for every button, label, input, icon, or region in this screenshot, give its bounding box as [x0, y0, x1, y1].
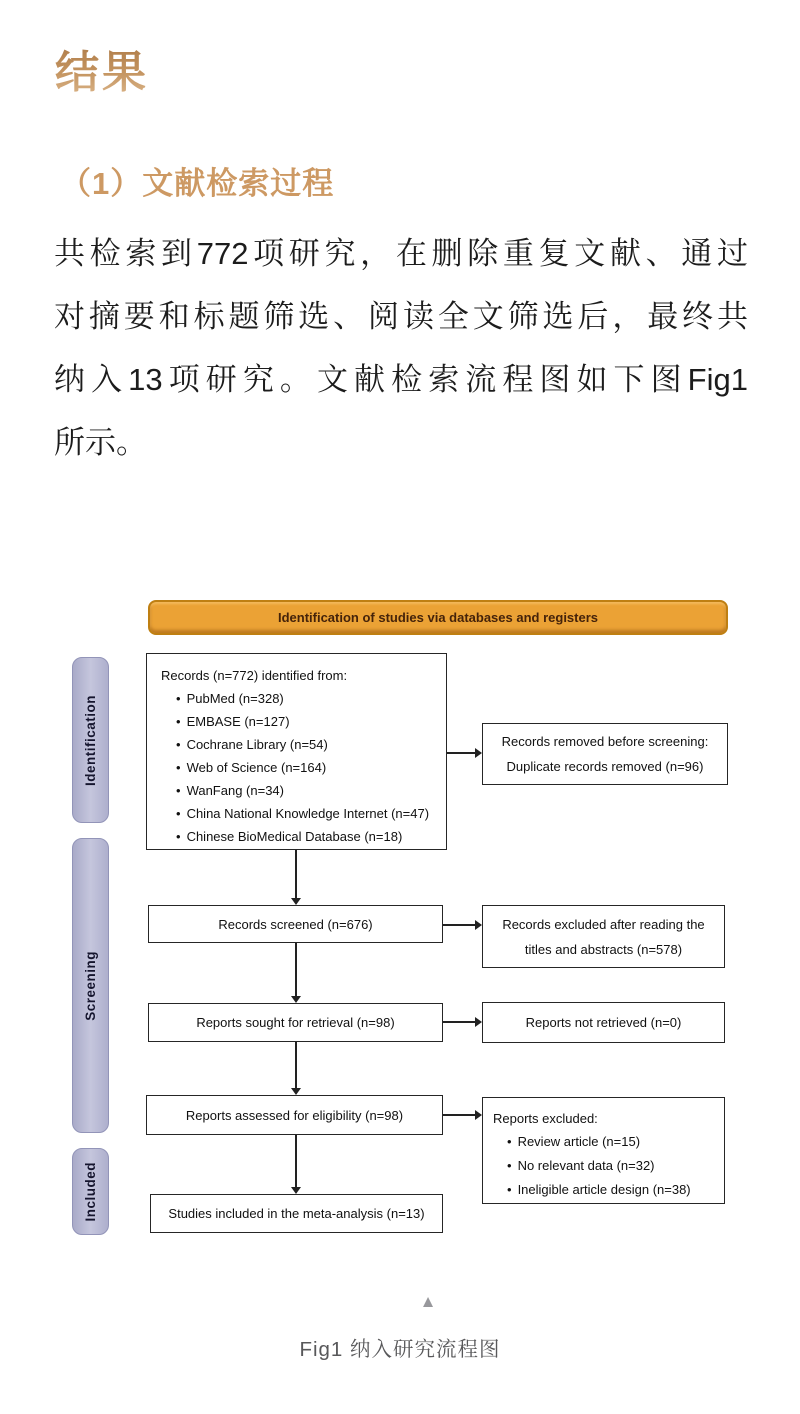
results-heading: 结果 [55, 36, 149, 100]
records-identified-list [161, 687, 438, 848]
collapse-figure-icon[interactable]: ▲ [419, 1292, 437, 1311]
list-item: • Cochrane Library (n=54) [176, 733, 438, 756]
paragraph-line: 对摘要和标题筛选、阅读全文筛选后，最终共 [54, 299, 748, 334]
stage-identification [72, 657, 109, 823]
box-records-removed [482, 723, 728, 785]
list-item: • China National Knowledge Internet (n=47) [176, 802, 438, 825]
box-reports-assessed: Reports assessed for eligibility (n=98) [146, 1095, 443, 1135]
paragraph-line: 纳入13项研究。文献检索流程图如下图Fig1 [54, 362, 748, 397]
arrow-identified-to-screened [295, 850, 297, 899]
records-removed-line1: Records removed before screening: [501, 734, 709, 749]
arrow-screened-to-sought [295, 943, 297, 997]
box-records-screened: Records screened (n=676) [148, 905, 443, 943]
list-item: • Web of Science (n=164) [176, 756, 438, 779]
arrow-assessed-to-excluded [443, 1114, 476, 1116]
reports-excluded-title: Reports excluded: [493, 1111, 598, 1126]
arrow-assessed-to-included [295, 1135, 297, 1188]
box-records-identified [146, 653, 447, 850]
stage-identification-label: Identification [83, 694, 98, 786]
records-excluded-line2: titles and abstracts (n=578) [524, 941, 683, 957]
box-records-excluded [482, 905, 725, 968]
diagram-header-banner: Identification of studies via databases and registers [148, 600, 728, 635]
arrow-identified-to-removed [447, 752, 476, 754]
list-item: • Ineligible article design (n=38) [507, 1178, 716, 1202]
records-excluded-line1: Records excluded after reading the [502, 916, 705, 932]
box-studies-included: Studies included in the meta-analysis (n=13) [150, 1194, 443, 1233]
box-reports-not-retrieved: Reports not retrieved (n=0) [482, 1002, 725, 1043]
list-item: • Review article (n=15) [507, 1130, 716, 1154]
arrow-screened-to-excluded [443, 924, 476, 926]
box-reports-excluded [482, 1097, 725, 1204]
list-item: • WanFang (n=34) [176, 779, 438, 802]
section-heading: （1）文献检索过程 [60, 166, 335, 201]
stage-screening-label: Screening [83, 950, 98, 1021]
arrow-sought-to-assessed [295, 1042, 297, 1089]
stage-screening [72, 838, 109, 1133]
reports-excluded-list [493, 1130, 716, 1202]
stage-included [72, 1148, 109, 1235]
arrow-sought-to-not-retrieved [443, 1021, 476, 1023]
stage-included-label: Included [83, 1161, 98, 1222]
list-item: • No relevant data (n=32) [507, 1154, 716, 1178]
box-reports-sought: Reports sought for retrieval (n=98) [148, 1003, 443, 1042]
paragraph-line: 所示。 [54, 425, 147, 460]
paragraph-line: 共检索到772项研究，在删除重复文献、通过 [54, 236, 748, 271]
records-removed-line2: Duplicate records removed (n=96) [506, 759, 704, 774]
records-identified-title: Records (n=772) identified from: [161, 668, 348, 683]
list-item: • PubMed (n=328) [176, 687, 438, 710]
list-item: • EMBASE (n=127) [176, 710, 438, 733]
list-item: • Chinese BioMedical Database (n=18) [176, 825, 438, 848]
figure-caption: Fig1 纳入研究流程图 [299, 1338, 501, 1361]
